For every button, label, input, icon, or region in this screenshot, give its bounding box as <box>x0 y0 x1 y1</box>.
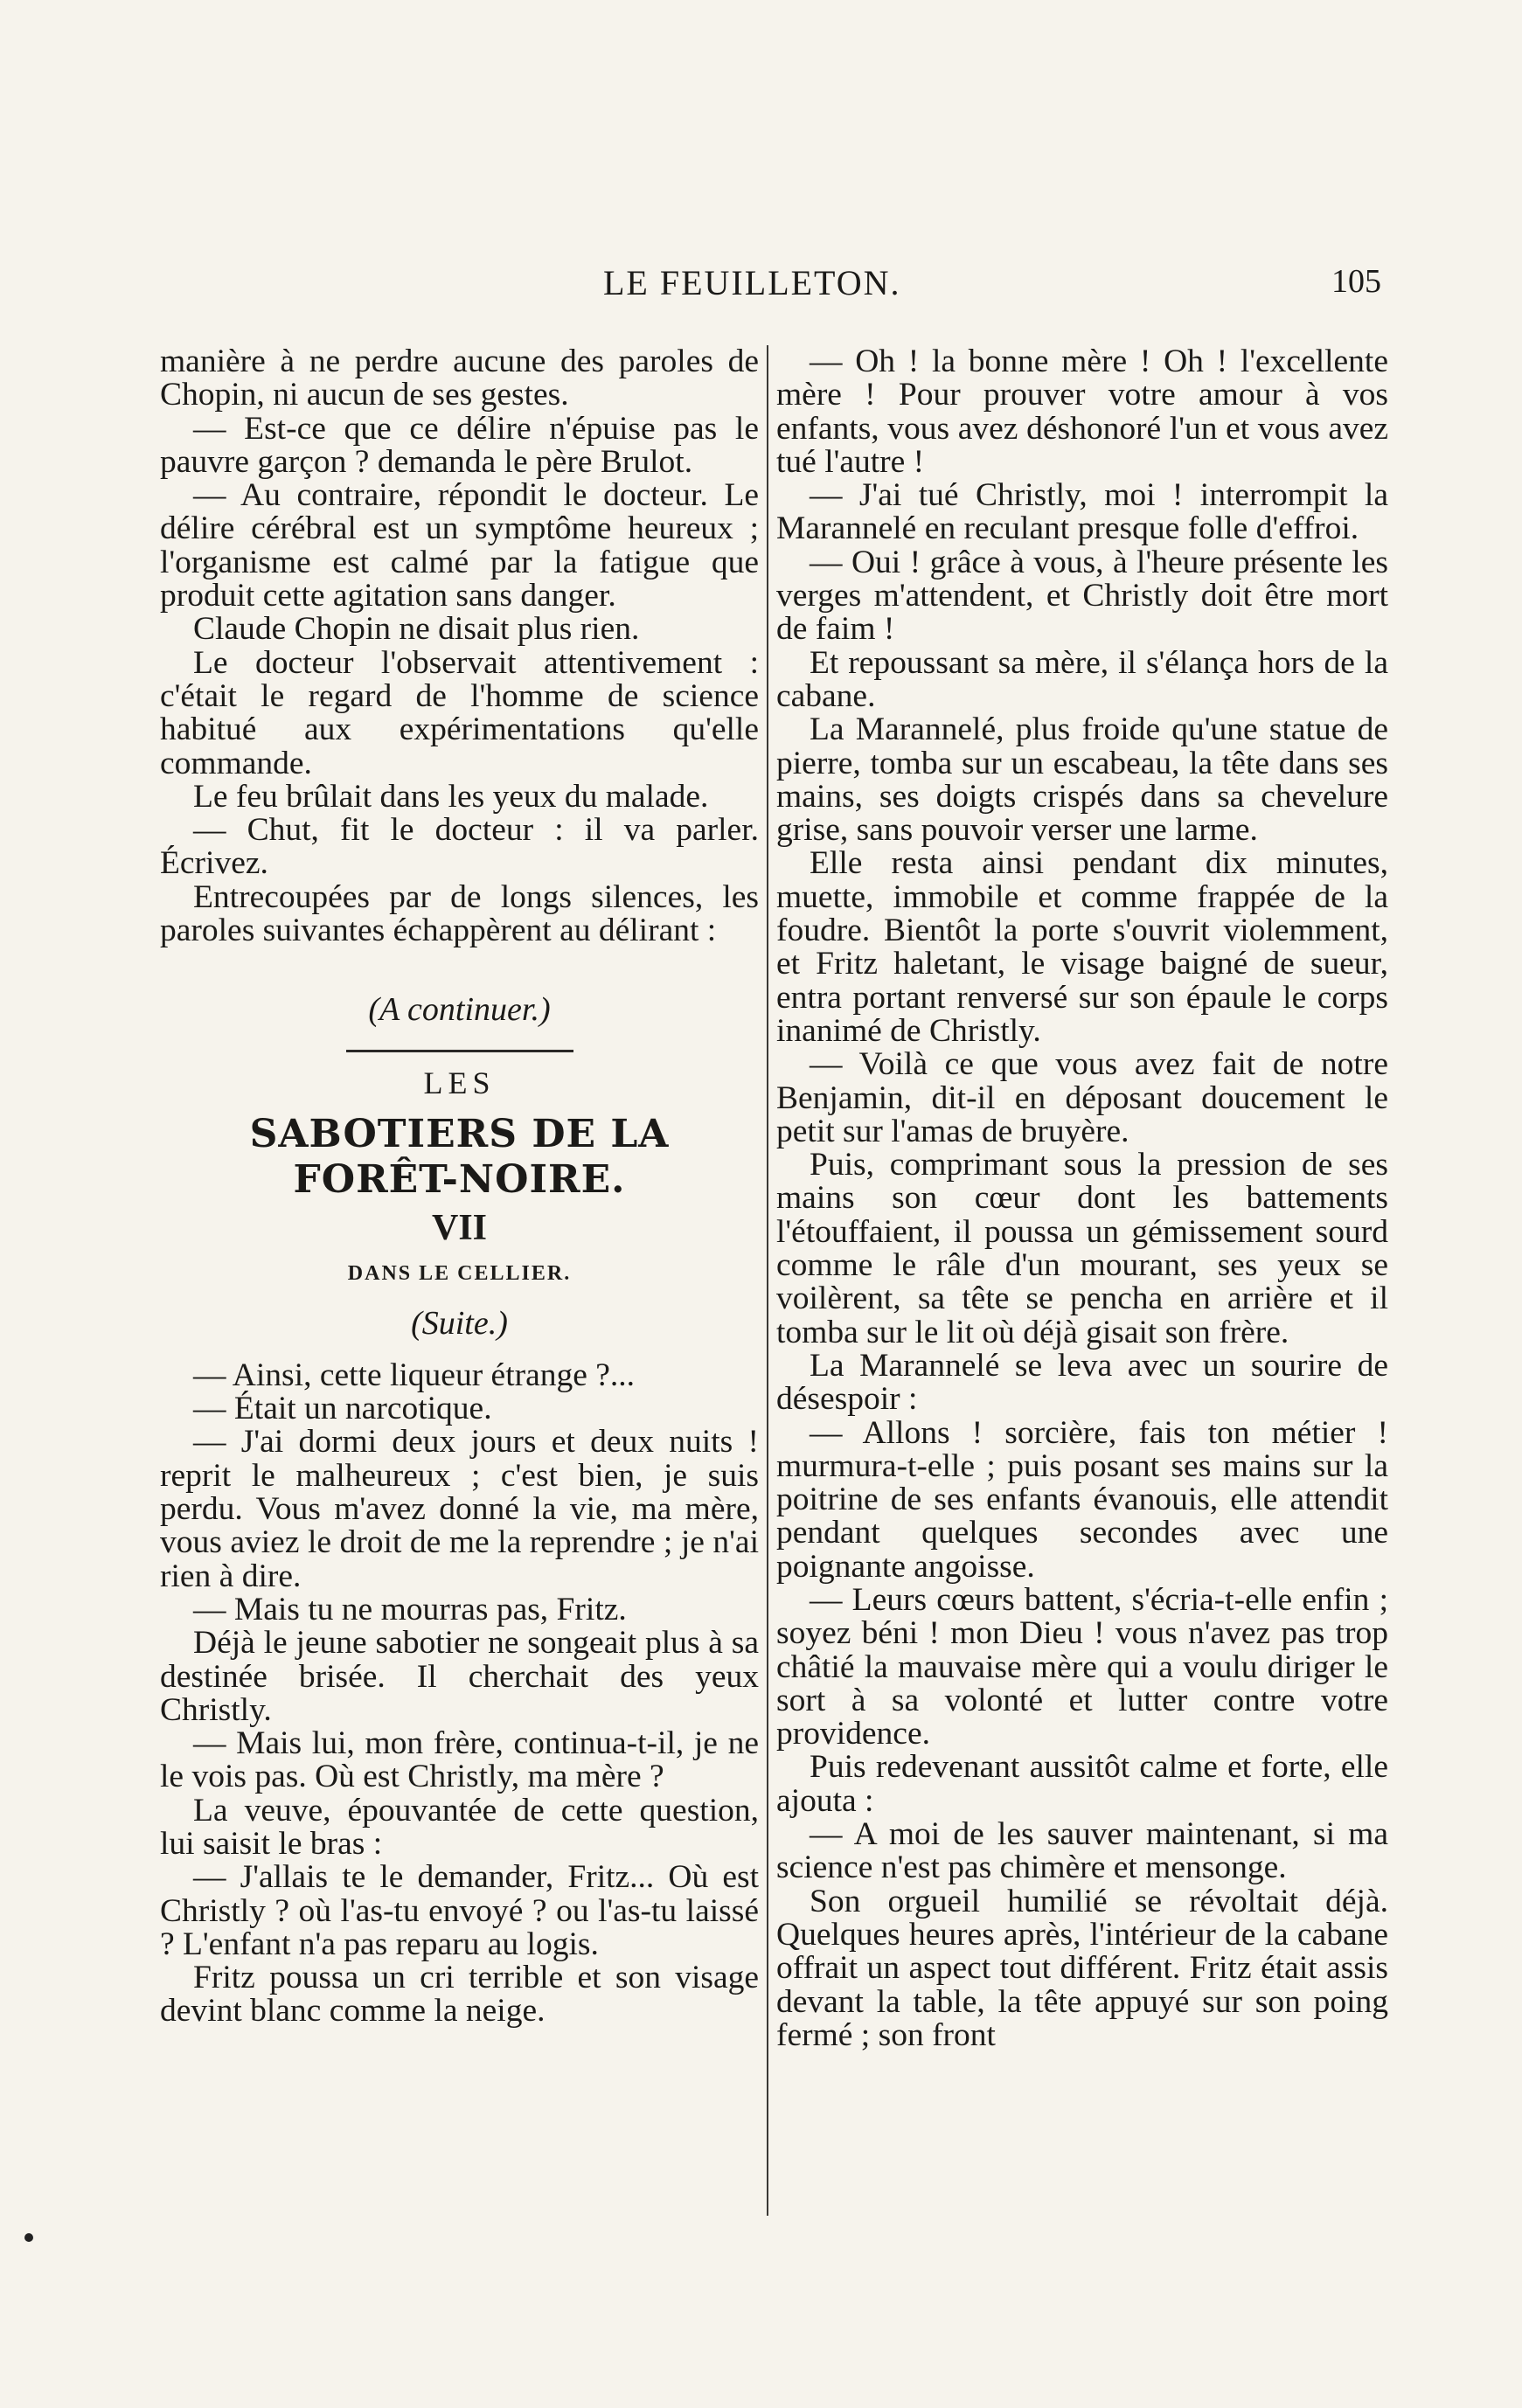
paragraph: — Chut, fit le docteur : il va parler. Écrivez. <box>160 812 759 882</box>
paragraph: Puis, comprimant sous la pression de ses mains son cœur dont les battements l'étouffaient, il poussa un gémissement sourd comme le râle d'un mourant, ses yeux se voilèrent, sa tête se pencha en arrière et il tomba sur le lit où déjà gisait son frère. <box>776 1147 1388 1350</box>
paragraph: La Marannelé, plus froide qu'une statue de pierre, tomba sur un escabeau, la tête dans ses mains, ses doigts crispés dans sa chevelure grise, sans pouvoir verser une larme. <box>776 711 1388 849</box>
paragraph: Et repoussant sa mère, il s'élança hors de la cabane. <box>776 644 1388 714</box>
paragraph: — J'allais te le demander, Fritz... Où est Christly ? où l'as-tu envoyé ? ou l'as-tu laissé ? L'enfant n'a pas reparu au logis. <box>160 1859 759 1962</box>
paragraph: La veuve, épouvantée de cette question, lui saisit le bras : <box>160 1792 759 1862</box>
paragraph: — J'ai tué Christly, moi ! interrompit la Marannelé en reculant presque folle d'effroi. <box>776 477 1388 547</box>
section-pre-title: LES <box>423 1065 496 1100</box>
chapter-subtitle: DANS LE CELLIER. <box>347 1262 572 1286</box>
page-number: 105 <box>1331 263 1381 300</box>
ink-speck <box>24 2233 33 2242</box>
left-column <box>160 345 759 2029</box>
paragraph: — Mais tu ne mourras pas, Fritz. <box>193 1591 627 1627</box>
paragraph: Entrecoupées par de longs silences, les paroles suivantes échappèrent au délirant : <box>160 878 759 949</box>
paragraph: manière à ne perdre aucune des paroles de Chopin, ni aucun de ses gestes. <box>160 344 759 413</box>
paragraph: — Voilà ce que vous avez fait de notre Benjamin, dit-il en déposant doucement le petit sur l'amas de bruyère. <box>776 1046 1388 1149</box>
paragraph: — Ainsi, cette liqueur étrange ?... <box>193 1357 636 1393</box>
right-column <box>776 345 1388 2052</box>
paragraph: — Mais lui, mon frère, continua-t-il, je ne le vois pas. Où est Christly, ma mère ? <box>160 1725 759 1795</box>
paragraph: Le docteur l'observait attentivement : c'était le regard de l'homme de science habitué aux expérimentations qu'elle commande. <box>160 644 759 781</box>
paragraph: — Au contraire, répondit le docteur. Le délire cérébral est un symptôme heureux ; l'organisme est calmé par la fatigue que produit cette agitation sans danger. <box>160 477 759 614</box>
paragraph: — Est-ce que ce délire n'épuise pas le pauvre garçon ? demanda le père Brulot. <box>160 410 759 480</box>
section-rule <box>346 1050 573 1052</box>
suite-note: (Suite.) <box>411 1304 508 1342</box>
paragraph: — J'ai dormi deux jours et deux nuits ! reprit le malheureux ; c'est bien, je suis perdu. Vous m'avez donné la vie, ma mère, vous aviez le droit de me la reprendre ; je n'ai rien à dire. <box>160 1424 759 1594</box>
paragraph: — Allons ! sorcière, fais ton métier ! murmura-t-elle ; puis posant ses mains sur la poitrine de ses enfants évanouis, elle attendit pendant quelques secondes avec une poignante angoisse. <box>776 1414 1388 1585</box>
paragraph: Le feu brûlait dans les yeux du malade. <box>193 778 709 815</box>
paragraph: — Était un narcotique. <box>193 1391 492 1427</box>
paragraph: La Marannelé se leva avec un sourire de désespoir : <box>776 1347 1388 1418</box>
running-title: LE FEUILLETON. <box>603 263 901 302</box>
paragraph: — Oui ! grâce à vous, à l'heure présente les verges m'attendent, et Christly doit être mort de faim ! <box>776 544 1388 648</box>
running-head <box>157 262 1381 315</box>
paragraph: — Oh ! la bonne mère ! Oh ! l'excellente mère ! Pour prouver votre amour à vos enfants, vous avez déshonoré l'un et vous avez tué l'autre ! <box>776 344 1388 480</box>
continuation-note: (A continuer.) <box>368 991 551 1029</box>
paragraph: Son orgueil humilié se révoltait déjà. Quelques heures après, l'intérieur de la cabane offrait un aspect tout différent. Fritz était assis devant la table, la tête appuyé sur son poing fermé ; son front <box>776 1883 1388 2053</box>
paragraph: Déjà le jeune sabotier ne songeait plus à sa destinée brisée. Il cherchait des yeux Christly. <box>160 1625 759 1728</box>
paragraph: Elle resta ainsi pendant dix minutes, muette, immobile et comme frappée de la foudre. Bientôt la porte s'ouvrit violemment, et Fritz haletant, le visage baigné de sueur, entra portant renversé sur son épaule le corps inanimé de Christly. <box>776 845 1388 1049</box>
paragraph: Fritz poussa un cri terrible et son visage devint blanc comme la neige. <box>160 1960 759 2030</box>
column-divider <box>767 345 768 2216</box>
paragraph: Claude Chopin ne disait plus rien. <box>193 611 640 648</box>
paragraph: Puis redevenant aussitôt calme et forte, elle ajouta : <box>776 1749 1388 1819</box>
paragraph: — Leurs cœurs battent, s'écria-t-elle enfin ; soyez béni ! mon Dieu ! vous n'avez pas trop châtié la mauvaise mère qui a voulu diriger le sort à sa volonté et lutter contre votre providence. <box>776 1581 1388 1752</box>
paragraph: — A moi de les sauver maintenant, si ma science n'est pas chimère et mensonge. <box>776 1816 1388 1886</box>
section-title: SABOTIERS DE LA FORÊT-NOIRE. <box>249 1111 670 1202</box>
chapter-number: VII <box>431 1207 488 1248</box>
